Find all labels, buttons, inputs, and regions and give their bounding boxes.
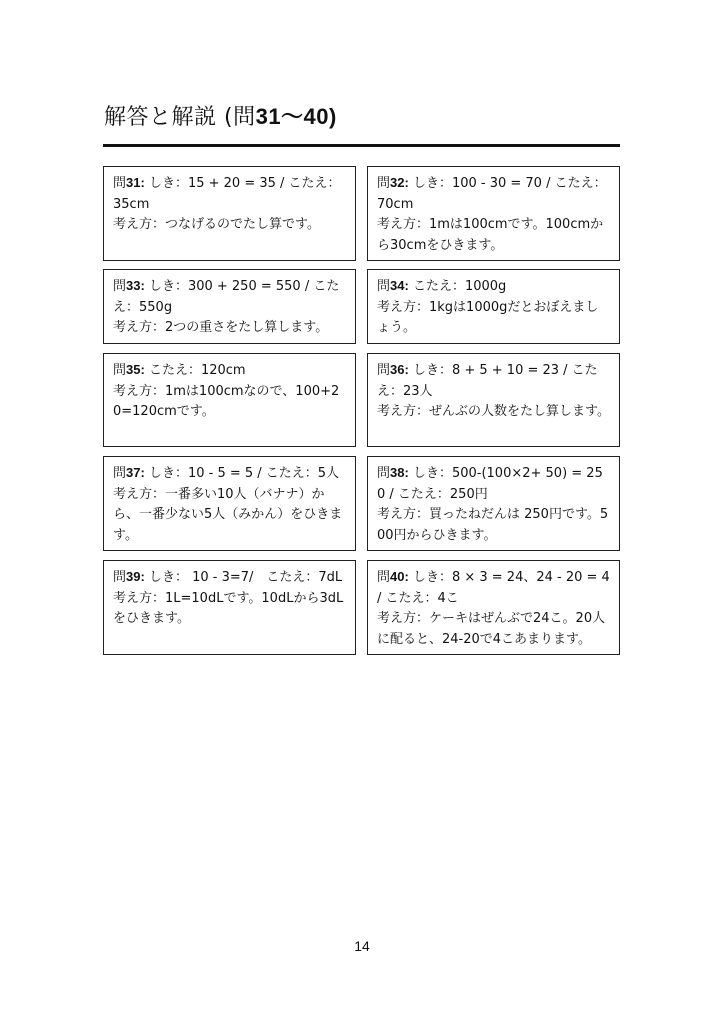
question-label: 問 [377, 363, 391, 378]
question-number: 33: [126, 278, 145, 293]
title-divider [103, 144, 620, 147]
answer-card-38 [367, 456, 620, 551]
question-label: 問 [377, 176, 391, 191]
question-label: 問 [113, 176, 127, 191]
answer-explanation: 考え方：つなげるのでたし算です。 [113, 217, 320, 232]
answer-explanation: 考え方：ぜんぶの人数をたし算します。 [377, 404, 610, 419]
question-number: 37: [126, 465, 145, 480]
answer-formula [113, 463, 347, 485]
answer-text: しき：8 + 5 + 10 = 23 / こたえ：23人 [377, 363, 598, 399]
question-number: 38: [390, 465, 409, 480]
answer-text: しき：300 + 250 = 550 / こたえ：550g [113, 279, 340, 315]
question-label: 問 [113, 279, 127, 294]
question-label: 問 [113, 466, 127, 481]
answer-card-37 [103, 456, 356, 551]
answer-formula [377, 360, 611, 402]
answer-explanation: 考え方：2つの重さをたし算します。 [113, 320, 329, 335]
answer-formula [113, 360, 347, 382]
answer-card-33 [103, 269, 356, 344]
answer-card-36 [367, 353, 620, 447]
answer-explanation: 考え方：1kgは1000gだとおぼえましょう。 [377, 299, 599, 335]
answer-formula [377, 173, 611, 215]
question-label: 問 [377, 570, 391, 585]
page-title-prefix: 解答と解説 (問 [104, 105, 256, 130]
answer-explanation: 考え方：ケーキはぜんぶで24こ。20人に配ると、24-20で4こあまります。 [377, 611, 606, 647]
answer-text: しき：15 + 20 = 35 / こたえ：35cm [113, 176, 341, 212]
question-number: 40: [390, 569, 409, 584]
answer-text: しき： 10 - 3=7/ こたえ：7dL [144, 570, 343, 585]
answer-formula [113, 276, 347, 318]
answer-text: しき：500-(100×2+ 50) = 250 / こたえ：250円 [377, 466, 603, 502]
page-title-range: 31～40) [255, 104, 337, 129]
question-number: 36: [390, 362, 409, 377]
answer-text: こたえ：120cm [144, 363, 246, 378]
answer-card-40 [367, 560, 620, 655]
answer-card-32 [367, 166, 620, 261]
answer-formula [377, 463, 611, 505]
question-number: 39: [126, 569, 145, 584]
answer-card-34 [367, 269, 620, 344]
question-number: 31: [126, 175, 145, 190]
answer-text: こたえ：1000g [408, 279, 507, 294]
answer-formula [113, 173, 347, 215]
question-number: 35: [126, 362, 145, 377]
page-title [104, 100, 337, 131]
page-number: 14 [354, 938, 370, 954]
answer-explanation: 考え方：買ったねだんは 250円です。500円からひきます。 [377, 507, 609, 543]
question-label: 問 [377, 279, 391, 294]
question-label: 問 [377, 466, 391, 481]
answer-explanation: 考え方：1mは100cmなので、100+20=120cmです。 [113, 383, 340, 419]
question-number: 34: [390, 278, 409, 293]
answer-text: しき：8 × 3 = 24、24 - 20 = 4 / こたえ：4こ [377, 570, 610, 606]
answer-text: しき：10 - 5 = 5 / こたえ：5人 [144, 466, 340, 481]
answer-explanation: 考え方：1L=10dLです。10dLから3dLをひきます。 [113, 590, 344, 626]
question-label: 問 [113, 570, 127, 585]
answer-explanation: 考え方：1mは100cmです。100cmから30cmをひきます。 [377, 217, 604, 253]
answer-formula [377, 276, 611, 298]
answer-card-31 [103, 166, 356, 261]
question-number: 32: [390, 175, 409, 190]
answer-text: しき：100 - 30 = 70 / こたえ：70cm [377, 176, 607, 212]
answer-formula [377, 567, 611, 609]
answer-card-39 [103, 560, 356, 655]
question-label: 問 [113, 363, 127, 378]
answer-card-35 [103, 353, 356, 447]
answer-explanation: 考え方：一番多い10人（バナナ）から、一番少ない5人（みかん）をひきます。 [113, 486, 343, 543]
answer-formula [113, 567, 347, 589]
